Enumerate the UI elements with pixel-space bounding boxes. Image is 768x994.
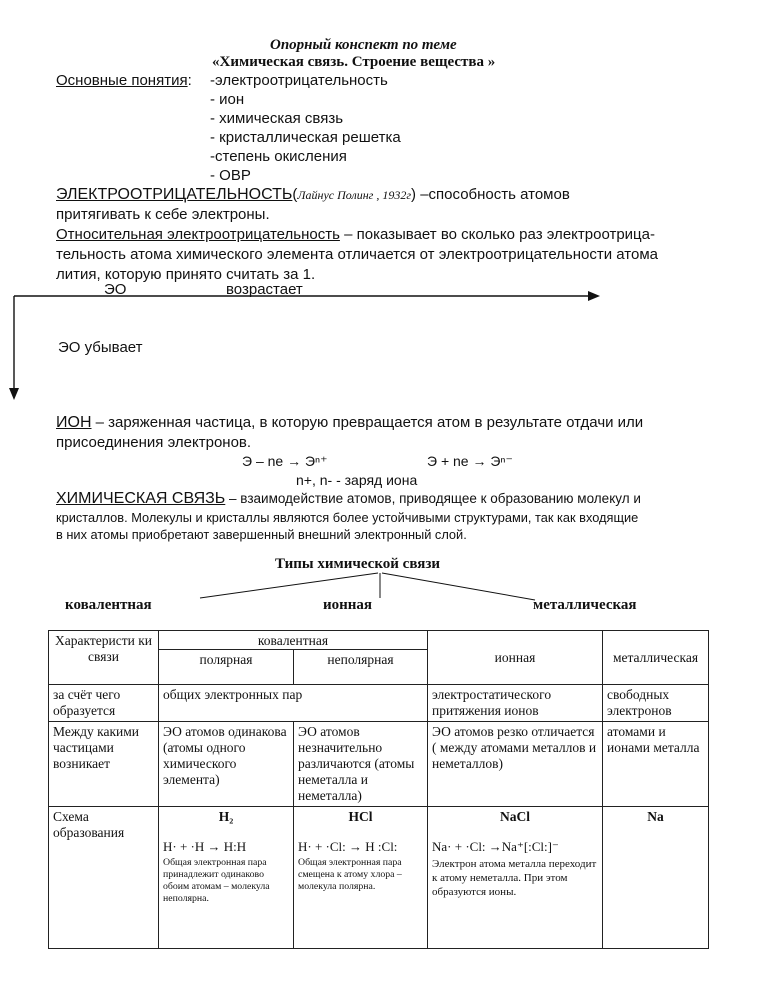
concept-item-2: - ион xyxy=(210,91,245,108)
table-header-row xyxy=(49,631,709,650)
header-characteristics: Характеристи ки связи xyxy=(49,631,159,685)
header-polar: полярная xyxy=(159,650,294,685)
rel-eo-line-2: тельность атома химического элемента отличается от электроотрицательности атома xyxy=(56,246,658,263)
note-nacl: Электрон атома металла переходит к атому неметалла. При этом образуются ионы. xyxy=(432,858,597,898)
eo-author: Лайнус Полинг , 1932г xyxy=(297,188,412,202)
row-particles-ionic: ЭО атомов резко отличается ( между атомами металлов и неметаллов) xyxy=(428,722,603,807)
header-covalent: ковалентная xyxy=(159,631,428,650)
eo-increase-arrowhead xyxy=(588,291,600,301)
row-scheme-hcl xyxy=(294,807,428,949)
note-hcl: Общая электронная пара смещена к атому хлора – молекула полярна. xyxy=(298,857,402,892)
branch-line-metallic xyxy=(382,573,535,600)
concept-item-5: -степень окисления xyxy=(210,148,347,165)
formula-hcl: HCl xyxy=(348,809,373,824)
concepts-colon: : xyxy=(187,72,192,89)
header-line-1: Опорный конспект по теме xyxy=(270,37,457,53)
ion-definition-line-2: присоединения электронов. xyxy=(56,434,252,451)
row-formation-label: за счёт чего образуется xyxy=(49,685,159,722)
note-h2: Общая электронная пара принадлежит одинаково обоим атомам – молекула неполярна. xyxy=(163,857,270,904)
ion-definition-line-1: ИОН – заряженная частица, в которую превращается атом в результате отдачи или xyxy=(56,414,644,431)
formula-h2: H₂ xyxy=(218,809,234,824)
eo-decreases-label: ЭО убывает xyxy=(58,339,143,356)
row-particles-metallic: атомами и ионами металла xyxy=(603,722,709,807)
bond-types-table xyxy=(48,630,709,949)
row-scheme-nacl xyxy=(428,807,603,949)
table-row xyxy=(49,685,709,722)
row-scheme-label: Схема образования xyxy=(49,807,159,949)
header-line-2: «Химическая связь. Строение вещества » xyxy=(212,54,496,70)
rel-eo-term: Относительная электроотрицательность xyxy=(56,226,340,243)
concept-item-3: - химическая связь xyxy=(210,110,344,127)
ion-equation-cation: Э – nе → Эⁿ⁺ xyxy=(242,453,328,469)
header-ionic: ионная xyxy=(428,631,603,685)
branch-line-covalent xyxy=(200,573,378,598)
eo-definition-line-1: ЭЛЕКТРООТРИЦАТЕЛЬНОСТЬ(Лайнус Полинг , 1932г) –способность атомов xyxy=(56,186,570,203)
header-nonpolar: неполярная xyxy=(294,650,428,685)
row-particles-label: Между какими частицами возникает xyxy=(49,722,159,807)
eo-axis-label: ЭО xyxy=(104,281,127,298)
type-covalent: ковалентная xyxy=(65,597,152,613)
ion-term: ИОН xyxy=(56,414,92,431)
bond-definition-line-3: в них атомы приобретают завершенный внешний электронный слой. xyxy=(56,527,467,542)
concept-item-6: - ОВР xyxy=(210,167,251,184)
bond-definition-line-2: кристаллов. Молекулы и кристаллы являются более устойчивыми структурами, так как входящие xyxy=(56,510,639,525)
concepts-label-line xyxy=(56,72,192,89)
table-row xyxy=(49,807,709,949)
concept-item-4: - кристаллическая решетка xyxy=(210,129,401,146)
row-scheme-h2 xyxy=(159,807,294,949)
row-formation-metallic: свободных электронов xyxy=(603,685,709,722)
row-formation-ionic: электростатического притяжения ионов xyxy=(428,685,603,722)
type-metallic: металлическая xyxy=(533,597,637,613)
formula-na: Na xyxy=(647,809,664,824)
rel-eo-line-1: Относительная электроотрицательность – показывает во сколько раз электроотрица- xyxy=(56,226,655,243)
scheme-nacl: Na· + ·Cl: →Na⁺[:Cl:]⁻ xyxy=(432,839,559,854)
header-metallic: металлическая xyxy=(603,631,709,685)
eo-decrease-arrowhead xyxy=(9,388,19,400)
formula-nacl: NaCl xyxy=(500,809,530,824)
row-particles-polar: ЭО атомов одинакова (атомы одного химического элемента) xyxy=(159,722,294,807)
row-particles-nonpolar: ЭО атомов незначительно различаются (атомы неметалла и неметалла) xyxy=(294,722,428,807)
type-ionic: ионная xyxy=(323,597,373,613)
eo-term: ЭЛЕКТРООТРИЦАТЕЛЬНОСТЬ xyxy=(56,186,293,203)
rel-eo-line-3: лития, которую принято считать за 1. xyxy=(56,266,316,283)
eo-increases-label: возрастает xyxy=(226,281,303,298)
bond-definition-line-1: ХИМИЧЕСКАЯ СВЯЗЬ – взаимодействие атомов, приводящее к образованию молекул и xyxy=(56,490,641,507)
types-title: Типы химической связи xyxy=(275,556,441,572)
concepts-label: Основные понятия xyxy=(56,72,188,89)
eo-definition-line-2: притягивать к себе электроны. xyxy=(56,206,270,223)
row-formation-covalent: общих электронных пар xyxy=(159,685,428,722)
ion-charge-note: n+, n- - заряд иона xyxy=(296,472,418,488)
concept-item-1: -электроотрицательность xyxy=(210,72,388,89)
row-scheme-na xyxy=(603,807,709,949)
bond-term: ХИМИЧЕСКАЯ СВЯЗЬ xyxy=(56,490,226,507)
table-row xyxy=(49,722,709,807)
scheme-hcl: H· + ·Cl: → H :Cl: xyxy=(298,839,398,854)
scheme-h2: H· + ·H → H:H xyxy=(163,839,247,854)
ion-equation-anion: Э + nе → Эⁿ⁻ xyxy=(427,453,513,469)
